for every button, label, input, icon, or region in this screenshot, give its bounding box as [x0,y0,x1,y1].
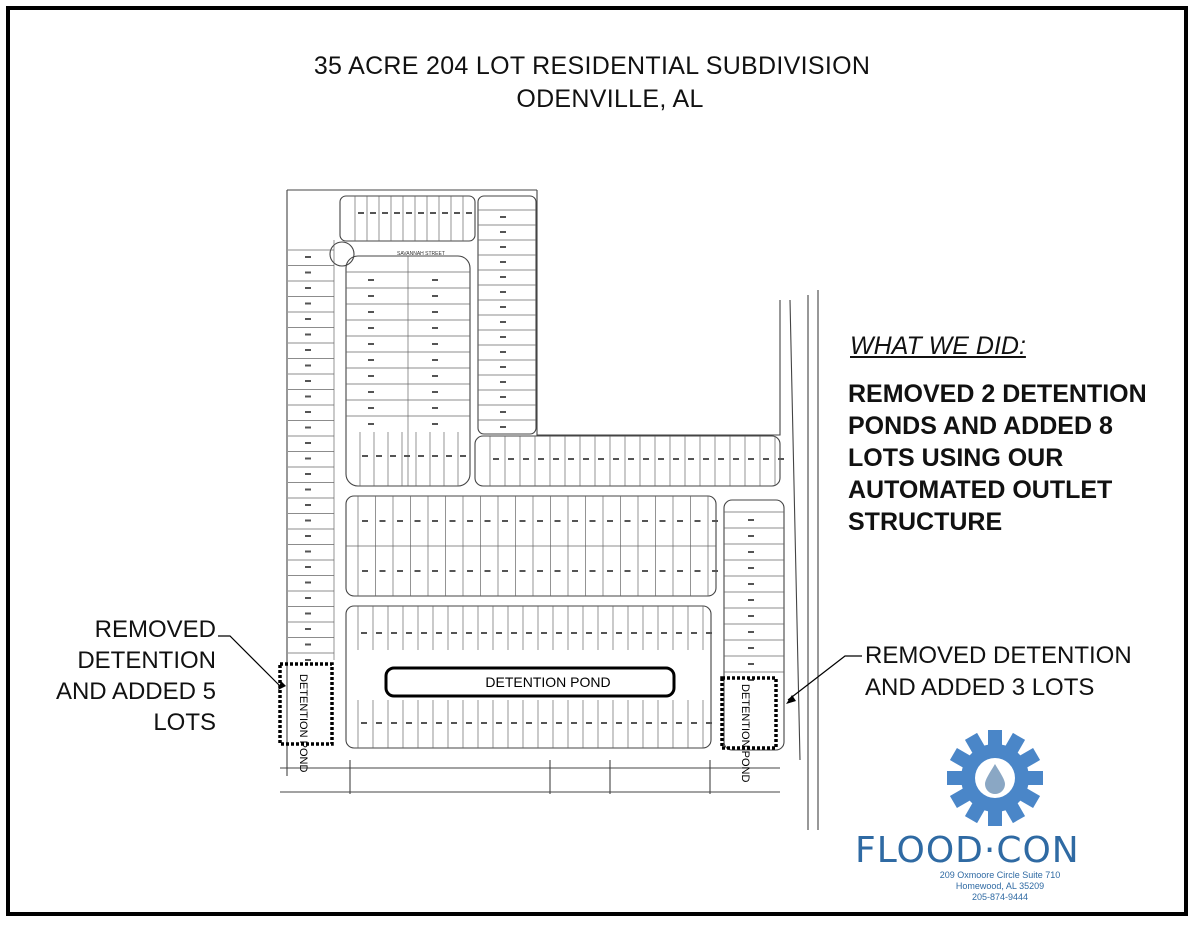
right-callout-line: REMOVED DETENTION [865,642,1132,669]
lot-number-mark [661,632,667,634]
lot-number-mark [613,458,619,460]
brand-name: FLOOD·CON [855,830,1080,871]
lot-number-mark [526,722,532,724]
road-south [280,760,780,794]
lot-number-mark [590,520,596,522]
road-east [790,290,818,830]
lot-number-mark [451,722,457,724]
lot-number-mark [642,570,648,572]
lot-number-mark [688,458,694,460]
lot-number-mark [368,391,374,393]
lot-number-mark [703,458,709,460]
lot-number-mark [460,455,466,457]
lot-number-mark [616,722,622,724]
lot-number-mark [538,458,544,460]
lot-number-mark [523,458,529,460]
lot-number-mark [418,212,424,214]
lot-number-mark [695,570,701,572]
lot-number-mark [404,455,410,457]
lot-number-mark [691,722,697,724]
lot-number-mark [718,458,724,460]
lot-number-mark [397,520,403,522]
lot-number-mark [432,327,438,329]
lot-number-mark [432,391,438,393]
lot-number-mark [432,279,438,281]
lot-number-mark [305,411,311,413]
plan-location: ODENVILLE, AL [516,85,704,113]
lot-number-mark [358,212,364,214]
lot-number-mark [625,520,631,522]
what-we-did-heading: WHAT WE DID: [850,332,1026,360]
lot-number-mark [500,396,506,398]
lot-number-mark [436,722,442,724]
lot-block-east-row [475,436,780,486]
lot-number-mark [748,631,754,633]
lot-number-mark [748,615,754,617]
lot-number-mark [695,520,701,522]
lot-number-mark [368,407,374,409]
lot-number-mark [500,411,506,413]
lot-number-mark [601,722,607,724]
what-we-did-line: AUTOMATED OUTLET [848,476,1113,504]
lot-number-mark [305,597,311,599]
lot-number-mark [555,570,561,572]
street-label: SAVANNAH STREET [397,251,445,257]
left-callout-leader [218,636,280,686]
lot-number-mark [467,570,473,572]
lot-number-mark [362,570,368,572]
lot-number-mark [368,423,374,425]
lot-number-mark [397,570,403,572]
left-callout-line: REMOVED [94,616,216,643]
lot-number-mark [454,212,460,214]
lot-number-mark [380,520,386,522]
right-callout-line: AND ADDED 3 LOTS [865,674,1095,701]
lot-number-mark [583,458,589,460]
gear-drop-icon [850,728,1150,838]
lot-number-mark [380,570,386,572]
lot-number-mark [607,520,613,522]
lot-number-mark [748,647,754,649]
lot-number-mark [305,551,311,553]
lot-number-mark [467,520,473,522]
what-we-did-line: PONDS AND ADDED 8 [848,412,1113,440]
lot-number-mark [555,520,561,522]
lot-number-mark [500,276,506,278]
what-we-did-line: STRUCTURE [848,508,1003,536]
lot-numbers [305,212,784,724]
lot-number-mark [500,366,506,368]
lot-number-mark [763,458,769,460]
lot-number-mark [537,570,543,572]
lot-number-mark [450,570,456,572]
lot-number-mark [500,336,506,338]
lot-number-mark [432,520,438,522]
lot-number-mark [748,583,754,585]
lot-number-mark [485,570,491,572]
lot-number-mark [500,351,506,353]
lot-number-mark [502,520,508,522]
lot-number-mark [676,632,682,634]
lot-number-mark [391,632,397,634]
lot-number-mark [305,442,311,444]
lot-number-mark [361,632,367,634]
lot-number-mark [658,458,664,460]
lot-number-mark [625,570,631,572]
lot-number-mark [508,458,514,460]
lot-number-mark [748,551,754,553]
lot-number-mark [481,722,487,724]
lot-number-mark [712,520,718,522]
lot-number-mark [520,520,526,522]
lot-number-mark [466,632,472,634]
lot-block-top [340,196,475,241]
lot-number-mark [553,458,559,460]
lot-number-mark [601,632,607,634]
lot-number-mark [677,570,683,572]
lot-number-mark [541,722,547,724]
lot-number-mark [362,520,368,522]
lot-number-mark [390,455,396,457]
lot-number-mark [643,458,649,460]
lot-number-mark [432,455,438,457]
lot-number-mark [500,261,506,263]
lot-number-mark [481,632,487,634]
lot-number-mark [305,427,311,429]
left-callout-line: LOTS [153,709,216,736]
lot-number-mark [376,455,382,457]
address-line: Homewood, AL 35209 [955,881,1045,891]
lot-number-mark [607,570,613,572]
plan-title: 35 ACRE 204 LOT RESIDENTIAL SUBDIVISION [313,52,871,80]
lot-number-mark [660,570,666,572]
lot-number-mark [436,632,442,634]
lot-number-mark [661,722,667,724]
lot-number-mark [362,455,368,457]
lot-number-mark [571,632,577,634]
lot-number-mark [496,632,502,634]
lot-number-mark [706,722,712,724]
lot-number-mark [500,426,506,428]
lot-number-mark [485,520,491,522]
lot-number-mark [500,381,506,383]
lot-number-mark [673,458,679,460]
address-line: 209 Oxmoore Circle Suite 710 [939,870,1061,880]
lot-number-mark [305,334,311,336]
lot-number-mark [568,458,574,460]
lot-number-mark [432,311,438,313]
lot-number-mark [305,396,311,398]
lot-number-mark [391,722,397,724]
lot-number-mark [368,375,374,377]
brand-address [900,870,1100,903]
lot-number-mark [361,722,367,724]
lot-number-mark [586,632,592,634]
lot-number-mark [305,659,311,661]
lot-number-mark [642,520,648,522]
cul-de-sac [330,242,354,266]
lot-number-mark [370,212,376,214]
lot-number-mark [305,272,311,274]
lot-number-mark [368,343,374,345]
lot-number-mark [305,458,311,460]
lot-number-mark [496,722,502,724]
right-callout-arrowhead [786,695,796,704]
right-pond-label: DETENTION POND [739,684,751,783]
lot-number-mark [305,582,311,584]
lot-number-mark [406,632,412,634]
lot-number-mark [712,570,718,572]
lot-number-mark [500,321,506,323]
lot-number-mark [502,570,508,572]
lot-number-mark [572,520,578,522]
lot-number-mark [305,644,311,646]
lot-number-mark [305,504,311,506]
what-we-did-line: LOTS USING OUR [848,444,1064,472]
lot-number-mark [406,212,412,214]
lot-number-mark [598,458,604,460]
lot-number-mark [526,632,532,634]
lot-number-mark [305,303,311,305]
lot-number-mark [376,722,382,724]
lot-number-mark [748,458,754,460]
lot-number-mark [466,212,472,214]
lot-number-mark [432,570,438,572]
lot-number-mark [500,306,506,308]
lot-number-mark [368,295,374,297]
lot-number-mark [556,632,562,634]
lot-number-mark [616,632,622,634]
lot-number-mark [748,535,754,537]
lot-number-mark [432,423,438,425]
lot-number-mark [368,327,374,329]
lot-number-mark [415,570,421,572]
lot-number-mark [442,212,448,214]
lot-number-mark [305,287,311,289]
lot-number-mark [748,519,754,521]
lot-number-mark [631,632,637,634]
lot-number-mark [368,311,374,313]
lot-number-mark [691,632,697,634]
lot-number-mark [394,212,400,214]
lot-number-mark [660,520,666,522]
lot-number-mark [586,722,592,724]
lot-number-mark [305,566,311,568]
lot-number-mark [748,599,754,601]
lot-number-mark [572,570,578,572]
lot-number-mark [520,570,526,572]
lot-number-mark [631,722,637,724]
lot-number-mark [376,632,382,634]
lot-number-mark [305,520,311,522]
address-line: 205-874-9444 [971,892,1029,902]
lot-number-mark [406,722,412,724]
lot-number-mark [646,632,652,634]
lot-number-mark [305,380,311,382]
lot-number-mark [500,231,506,233]
lot-number-mark [421,722,427,724]
lot-number-mark [368,279,374,281]
lot-number-mark [500,216,506,218]
lot-number-mark [368,359,374,361]
left-callout-line: DETENTION [77,647,216,674]
lot-number-mark [432,343,438,345]
lot-block-east [724,500,784,750]
lot-number-mark [500,246,506,248]
lot-number-mark [511,632,517,634]
lot-number-mark [305,613,311,615]
lot-number-mark [305,349,311,351]
lot-number-mark [677,520,683,522]
what-we-did-line: REMOVED 2 DETENTION [848,380,1147,408]
center-pond-label: DETENTION POND [485,674,611,690]
lot-number-mark [305,489,311,491]
lot-number-mark [305,473,311,475]
lot-number-mark [571,722,577,724]
lot-number-mark [748,663,754,665]
lot-number-mark [382,212,388,214]
lot-number-mark [511,722,517,724]
lot-number-mark [466,722,472,724]
lot-number-mark [432,375,438,377]
lot-number-mark [305,535,311,537]
lot-number-mark [778,458,784,460]
lot-number-mark [748,567,754,569]
left-callout-line: AND ADDED 5 [55,678,216,705]
lot-number-mark [556,722,562,724]
lot-number-mark [430,212,436,214]
lot-number-mark [415,520,421,522]
lot-number-mark [500,291,506,293]
lot-number-mark [432,407,438,409]
lot-number-mark [450,520,456,522]
lot-number-mark [493,458,499,460]
lot-number-mark [676,722,682,724]
left-pond-label: DETENTION POND [297,674,309,773]
lot-number-mark [646,722,652,724]
lot-number-mark [537,520,543,522]
lot-number-mark [305,365,311,367]
lot-number-mark [733,458,739,460]
lot-number-mark [421,632,427,634]
lot-number-mark [432,359,438,361]
lot-number-mark [706,632,712,634]
lot-number-mark [305,318,311,320]
lot-number-mark [305,628,311,630]
lot-number-mark [590,570,596,572]
lot-number-mark [628,458,634,460]
lot-number-mark [446,455,452,457]
lot-number-mark [305,256,311,258]
lot-number-mark [451,632,457,634]
lot-number-mark [541,632,547,634]
lot-number-mark [432,295,438,297]
lot-number-mark [418,455,424,457]
